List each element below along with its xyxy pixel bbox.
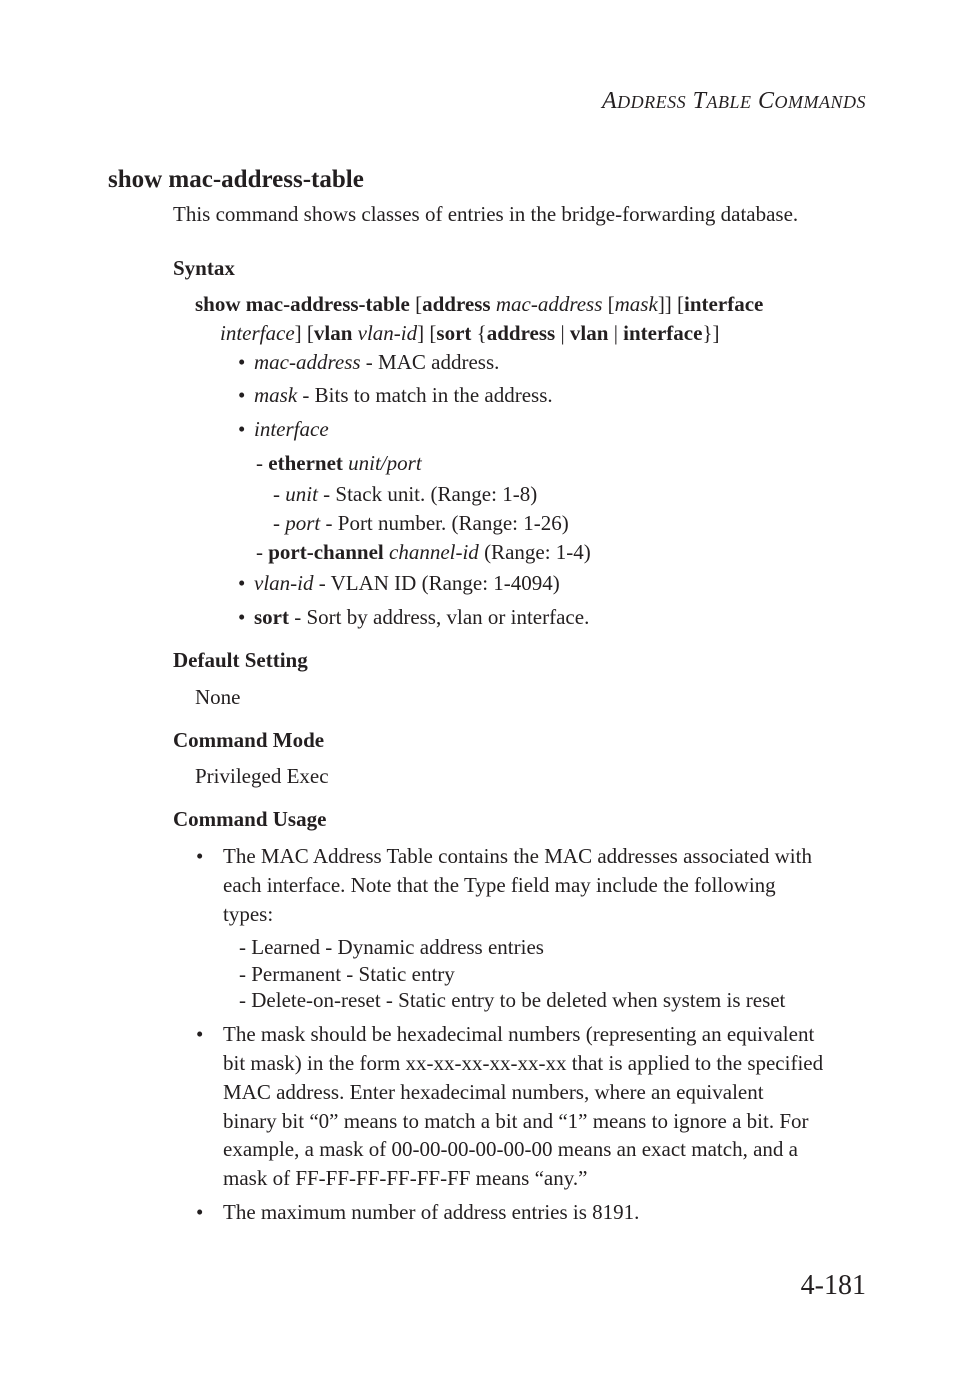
syntax-line-1: show mac-address-table [address mac-address [mask]] [interface	[195, 292, 764, 316]
page-number: 4-181	[800, 1270, 866, 1301]
type-learned: - Learned - Dynamic address entries	[239, 935, 544, 959]
param-sort: • sort - Sort by address, vlan or interface.	[238, 605, 590, 629]
param-port-channel: - port-channel channel-id (Range: 1-4)	[256, 540, 591, 564]
usage-bullet-1-marker: •	[196, 844, 204, 868]
command-mode-value: Privileged Exec	[195, 764, 329, 788]
param-unit: - unit - Stack unit. (Range: 1-8)	[273, 482, 538, 506]
type-permanent: - Permanent - Static entry	[239, 962, 455, 986]
usage-bullet-2-line-2: bit mask) in the form xx-xx-xx-xx-xx-xx that is applied to the specified	[223, 1051, 824, 1075]
usage-bullet-3-marker: •	[196, 1200, 204, 1224]
command-usage-heading: Command Usage	[173, 807, 327, 831]
usage-bullet-2-line-6: mask of FF-FF-FF-FF-FF-FF means “any.”	[223, 1166, 588, 1190]
param-port: - port - Port number. (Range: 1-26)	[273, 511, 569, 535]
command-mode-heading: Command Mode	[173, 728, 325, 752]
param-interface: • interface	[238, 417, 329, 441]
usage-bullet-3-line-1: The maximum number of address entries is 8191.	[223, 1200, 640, 1224]
param-mac-address: • mac-address - MAC address.	[238, 350, 500, 374]
page-title: show mac-address-table	[108, 166, 364, 193]
usage-bullet-2-line-5: example, a mask of 00-00-00-00-00-00 means an exact match, and a	[223, 1137, 798, 1161]
type-delete-on-reset: - Delete-on-reset - Static entry to be deleted when system is reset	[239, 988, 786, 1012]
usage-bullet-2-line-1: The mask should be hexadecimal numbers (representing an equivalent	[223, 1022, 815, 1046]
param-vlan-id: • vlan-id - VLAN ID (Range: 1-4094)	[238, 571, 560, 595]
syntax-line-2: interface] [vlan vlan-id] [sort {address | vlan | interface}]	[220, 321, 720, 345]
default-setting-value: None	[195, 685, 241, 709]
param-mask: • mask - Bits to match in the address.	[238, 383, 553, 407]
param-ethernet: - ethernet unit/port	[256, 451, 422, 475]
running-header: ADDRESS TABLE COMMANDS	[601, 88, 866, 114]
usage-bullet-2-line-4: binary bit “0” means to match a bit and “1” means to ignore a bit. For	[223, 1109, 809, 1133]
usage-bullet-1-line-2: each interface. Note that the Type field may include the following	[223, 873, 776, 897]
default-setting-heading: Default Setting	[173, 648, 308, 672]
syntax-heading: Syntax	[173, 256, 235, 280]
intro-text: This command shows classes of entries in the bridge-forwarding database.	[173, 202, 799, 226]
usage-bullet-2-marker: •	[196, 1022, 204, 1046]
usage-bullet-1-line-1: The MAC Address Table contains the MAC addresses associated with	[223, 844, 812, 868]
usage-bullet-1-line-3: types:	[223, 902, 274, 926]
usage-bullet-2-line-3: MAC address. Enter hexadecimal numbers, where an equivalent	[223, 1080, 764, 1104]
